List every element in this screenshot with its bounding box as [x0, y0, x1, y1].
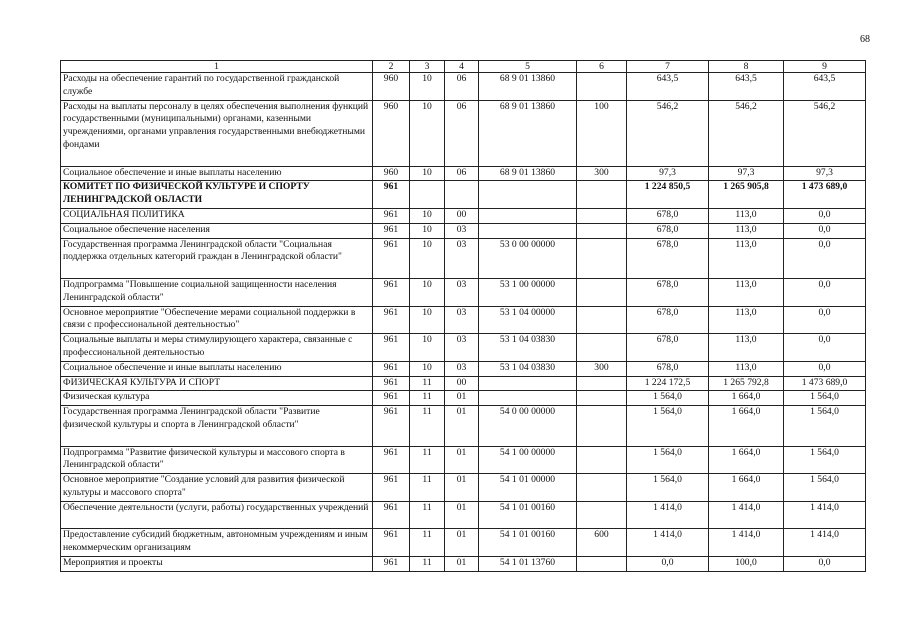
- table-row: [61, 406, 866, 446]
- row-amount-col9: 0,0: [784, 278, 866, 306]
- row-section-code: 10: [410, 334, 445, 362]
- row-expense-type-code: [577, 278, 627, 306]
- row-section-code: 11: [410, 474, 445, 502]
- row-expense-type-code: [577, 306, 627, 334]
- row-target-article-code: [479, 376, 577, 391]
- row-amount-col9: 1 473 689,0: [784, 181, 866, 209]
- row-subsection-code: 03: [445, 238, 479, 278]
- row-amount-col9: 97,3: [784, 166, 866, 181]
- row-description: Государственная программа Ленинградской области "Социальная поддержка отдельных категорий граждан в Ленинградской области": [61, 238, 373, 278]
- row-amount-col9: 1 473 689,0: [784, 376, 866, 391]
- row-target-article-code: 54 0 00 00000: [479, 406, 577, 446]
- row-description: Подпрограмма "Развитие физической культуры и массового спорта в Ленинградской области": [61, 446, 373, 474]
- row-amount-col9: 1 414,0: [784, 529, 866, 557]
- row-ministry-code: 961: [373, 474, 410, 502]
- row-subsection-code: 06: [445, 166, 479, 181]
- row-section-code: 10: [410, 361, 445, 376]
- row-ministry-code: 961: [373, 556, 410, 571]
- row-expense-type-code: [577, 446, 627, 474]
- row-expense-type-code: [577, 556, 627, 571]
- row-amount-col8: 1 414,0: [709, 501, 784, 529]
- row-description: Обеспечение деятельности (услуги, работы) государственных учреждений: [61, 501, 373, 529]
- row-target-article-code: 53 0 00 00000: [479, 238, 577, 278]
- table-row: [61, 556, 866, 571]
- row-amount-col8: 97,3: [709, 166, 784, 181]
- row-amount-col9: 1 414,0: [784, 501, 866, 529]
- header-col-4: 4: [445, 61, 479, 73]
- row-expense-type-code: 600: [577, 529, 627, 557]
- row-subsection-code: 03: [445, 278, 479, 306]
- row-ministry-code: 960: [373, 100, 410, 166]
- row-amount-col8: 113,0: [709, 306, 784, 334]
- row-description: Основное мероприятие "Обеспечение мерами социальной поддержки в связи с профессиональной деятельностью": [61, 306, 373, 334]
- row-amount-col8: 1 664,0: [709, 406, 784, 446]
- row-amount-col8: 113,0: [709, 361, 784, 376]
- row-section-code: 11: [410, 376, 445, 391]
- row-amount-col7: 1 564,0: [627, 446, 709, 474]
- row-description: Физическая культура: [61, 391, 373, 406]
- row-description: Основное мероприятие "Создание условий для развития физической культуры и массового спорта": [61, 474, 373, 502]
- row-amount-col8: 1 265 905,8: [709, 181, 784, 209]
- row-ministry-code: 961: [373, 376, 410, 391]
- row-amount-col9: 0,0: [784, 556, 866, 571]
- row-amount-col7: 1 224 172,5: [627, 376, 709, 391]
- row-subsection-code: [445, 181, 479, 209]
- row-amount-col7: 678,0: [627, 361, 709, 376]
- row-expense-type-code: [577, 208, 627, 223]
- row-amount-col9: 1 564,0: [784, 391, 866, 406]
- row-ministry-code: 961: [373, 238, 410, 278]
- page-number: 68: [860, 34, 870, 45]
- row-expense-type-code: [577, 238, 627, 278]
- row-amount-col7: 1 414,0: [627, 529, 709, 557]
- row-subsection-code: 03: [445, 361, 479, 376]
- row-amount-col9: 0,0: [784, 223, 866, 238]
- row-target-article-code: 68 9 01 13860: [479, 166, 577, 181]
- row-subsection-code: 03: [445, 223, 479, 238]
- header-col-6: 6: [577, 61, 627, 73]
- row-target-article-code: 54 1 00 00000: [479, 446, 577, 474]
- row-expense-type-code: [577, 181, 627, 209]
- row-description: ФИЗИЧЕСКАЯ КУЛЬТУРА И СПОРТ: [61, 376, 373, 391]
- table-row: [61, 391, 866, 406]
- table-row: [61, 376, 866, 391]
- row-amount-col7: 1 224 850,5: [627, 181, 709, 209]
- row-expense-type-code: [577, 334, 627, 362]
- row-amount-col7: 1 564,0: [627, 474, 709, 502]
- row-section-code: 10: [410, 278, 445, 306]
- row-description: СОЦИАЛЬНАЯ ПОЛИТИКА: [61, 208, 373, 223]
- table-row: [61, 223, 866, 238]
- row-target-article-code: 53 1 00 00000: [479, 278, 577, 306]
- row-amount-col8: 1 414,0: [709, 529, 784, 557]
- row-expense-type-code: [577, 73, 627, 101]
- table-row: [61, 181, 866, 209]
- row-subsection-code: 03: [445, 334, 479, 362]
- row-ministry-code: 961: [373, 406, 410, 446]
- row-target-article-code: [479, 391, 577, 406]
- row-subsection-code: 06: [445, 73, 479, 101]
- row-amount-col7: 546,2: [627, 100, 709, 166]
- row-amount-col8: 113,0: [709, 208, 784, 223]
- row-subsection-code: 01: [445, 529, 479, 557]
- row-amount-col8: 1 265 792,8: [709, 376, 784, 391]
- row-amount-col7: 1 564,0: [627, 391, 709, 406]
- row-subsection-code: 01: [445, 406, 479, 446]
- row-amount-col8: 546,2: [709, 100, 784, 166]
- header-col-8: 8: [709, 61, 784, 73]
- row-amount-col7: 678,0: [627, 334, 709, 362]
- row-amount-col9: 0,0: [784, 238, 866, 278]
- row-amount-col9: 1 564,0: [784, 474, 866, 502]
- row-target-article-code: 54 1 01 00160: [479, 501, 577, 529]
- row-subsection-code: 00: [445, 376, 479, 391]
- row-amount-col8: 1 664,0: [709, 391, 784, 406]
- row-section-code: 10: [410, 73, 445, 101]
- row-amount-col9: 546,2: [784, 100, 866, 166]
- row-section-code: 11: [410, 391, 445, 406]
- row-amount-col8: 113,0: [709, 334, 784, 362]
- row-target-article-code: [479, 181, 577, 209]
- row-amount-col9: 0,0: [784, 306, 866, 334]
- budget-table: [60, 60, 866, 572]
- table-row: [61, 238, 866, 278]
- table-row: [61, 361, 866, 376]
- row-amount-col8: 1 664,0: [709, 474, 784, 502]
- row-section-code: 11: [410, 446, 445, 474]
- row-description: Государственная программа Ленинградской области "Развитие физической культуры и спорта в Ленинградской области": [61, 406, 373, 446]
- header-col-9: 9: [784, 61, 866, 73]
- header-col-3: 3: [410, 61, 445, 73]
- row-amount-col9: 0,0: [784, 208, 866, 223]
- row-amount-col8: 113,0: [709, 238, 784, 278]
- row-amount-col7: 678,0: [627, 278, 709, 306]
- table-row: [61, 208, 866, 223]
- row-section-code: 11: [410, 556, 445, 571]
- table-header: [61, 61, 866, 73]
- row-ministry-code: 960: [373, 166, 410, 181]
- header-row: [61, 61, 866, 73]
- row-amount-col7: 643,5: [627, 73, 709, 101]
- row-amount-col7: 678,0: [627, 238, 709, 278]
- row-ministry-code: 961: [373, 361, 410, 376]
- row-amount-col7: 1 564,0: [627, 406, 709, 446]
- table-row: [61, 334, 866, 362]
- header-col-7: 7: [627, 61, 709, 73]
- row-amount-col9: 0,0: [784, 361, 866, 376]
- row-section-code: 10: [410, 306, 445, 334]
- table-row: [61, 73, 866, 101]
- row-subsection-code: 06: [445, 100, 479, 166]
- row-amount-col8: 100,0: [709, 556, 784, 571]
- row-amount-col7: 1 414,0: [627, 501, 709, 529]
- row-amount-col8: 1 664,0: [709, 446, 784, 474]
- row-subsection-code: 03: [445, 306, 479, 334]
- row-amount-col9: 1 564,0: [784, 446, 866, 474]
- row-description: Социальное обеспечение населения: [61, 223, 373, 238]
- table-row: [61, 166, 866, 181]
- row-section-code: 10: [410, 208, 445, 223]
- row-expense-type-code: [577, 406, 627, 446]
- header-col-5: 5: [479, 61, 577, 73]
- row-section-code: [410, 181, 445, 209]
- row-description: Расходы на выплаты персоналу в целях обеспечения выполнения функций государственными (муниципальными) органами, казенными учреждениями, органами управления государственными внебюджетными фондами: [61, 100, 373, 166]
- row-ministry-code: 960: [373, 73, 410, 101]
- row-section-code: 10: [410, 223, 445, 238]
- row-amount-col7: 678,0: [627, 223, 709, 238]
- row-description: Социальное обеспечение и иные выплаты населению: [61, 361, 373, 376]
- row-section-code: 10: [410, 238, 445, 278]
- row-target-article-code: 53 1 04 03830: [479, 334, 577, 362]
- row-expense-type-code: 100: [577, 100, 627, 166]
- row-ministry-code: 961: [373, 208, 410, 223]
- row-description: Предоставление субсидий бюджетным, автономным учреждениям и иным некоммерческим организациям: [61, 529, 373, 557]
- row-amount-col7: 97,3: [627, 166, 709, 181]
- row-target-article-code: 53 1 04 00000: [479, 306, 577, 334]
- row-expense-type-code: [577, 474, 627, 502]
- table-row: [61, 100, 866, 166]
- row-expense-type-code: [577, 501, 627, 529]
- row-ministry-code: 961: [373, 529, 410, 557]
- row-target-article-code: [479, 208, 577, 223]
- row-subsection-code: 01: [445, 474, 479, 502]
- row-section-code: 11: [410, 501, 445, 529]
- table-row: [61, 529, 866, 557]
- row-section-code: 11: [410, 529, 445, 557]
- table-row: [61, 278, 866, 306]
- row-expense-type-code: [577, 376, 627, 391]
- row-target-article-code: 68 9 01 13860: [479, 73, 577, 101]
- row-description: Социальные выплаты и меры стимулирующего характера, связанные с профессиональной деятельностью: [61, 334, 373, 362]
- row-ministry-code: 961: [373, 181, 410, 209]
- row-amount-col7: 678,0: [627, 208, 709, 223]
- row-expense-type-code: 300: [577, 166, 627, 181]
- row-description: Социальное обеспечение и иные выплаты населению: [61, 166, 373, 181]
- row-target-article-code: 68 9 01 13860: [479, 100, 577, 166]
- row-ministry-code: 961: [373, 446, 410, 474]
- table-row: [61, 306, 866, 334]
- row-amount-col7: 0,0: [627, 556, 709, 571]
- table-row: [61, 501, 866, 529]
- row-amount-col8: 113,0: [709, 223, 784, 238]
- row-expense-type-code: 300: [577, 361, 627, 376]
- row-description: Мероприятия и проекты: [61, 556, 373, 571]
- row-ministry-code: 961: [373, 306, 410, 334]
- row-amount-col7: 678,0: [627, 306, 709, 334]
- row-target-article-code: 54 1 01 00160: [479, 529, 577, 557]
- row-target-article-code: 54 1 01 13760: [479, 556, 577, 571]
- row-amount-col9: 643,5: [784, 73, 866, 101]
- row-ministry-code: 961: [373, 501, 410, 529]
- row-section-code: 10: [410, 166, 445, 181]
- row-expense-type-code: [577, 223, 627, 238]
- row-ministry-code: 961: [373, 278, 410, 306]
- table-body: [61, 73, 866, 572]
- row-ministry-code: 961: [373, 391, 410, 406]
- row-target-article-code: 54 1 01 00000: [479, 474, 577, 502]
- row-target-article-code: 53 1 04 03830: [479, 361, 577, 376]
- row-section-code: 11: [410, 406, 445, 446]
- row-section-code: 10: [410, 100, 445, 166]
- row-amount-col8: 113,0: [709, 278, 784, 306]
- row-subsection-code: 01: [445, 446, 479, 474]
- table-row: [61, 446, 866, 474]
- row-amount-col9: 0,0: [784, 334, 866, 362]
- row-ministry-code: 961: [373, 334, 410, 362]
- row-target-article-code: [479, 223, 577, 238]
- header-col-2: 2: [373, 61, 410, 73]
- row-description: КОМИТЕТ ПО ФИЗИЧЕСКОЙ КУЛЬТУРЕ И СПОРТУ ЛЕНИНГРАДСКОЙ ОБЛАСТИ: [61, 181, 373, 209]
- row-subsection-code: 01: [445, 501, 479, 529]
- row-ministry-code: 961: [373, 223, 410, 238]
- row-expense-type-code: [577, 391, 627, 406]
- row-subsection-code: 01: [445, 391, 479, 406]
- row-subsection-code: 01: [445, 556, 479, 571]
- row-subsection-code: 00: [445, 208, 479, 223]
- row-amount-col9: 1 564,0: [784, 406, 866, 446]
- row-description: Подпрограмма "Повышение социальной защищенности населения Ленинградской области": [61, 278, 373, 306]
- table-row: [61, 474, 866, 502]
- header-col-1: 1: [61, 61, 373, 73]
- row-description: Расходы на обеспечение гарантий по государственной гражданской службе: [61, 73, 373, 101]
- row-amount-col8: 643,5: [709, 73, 784, 101]
